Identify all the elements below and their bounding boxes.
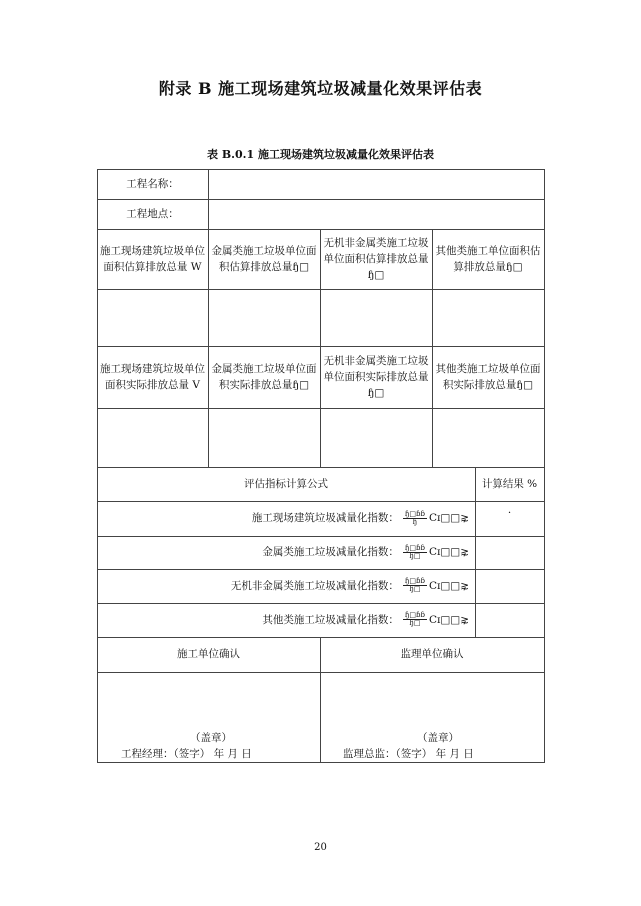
project-location-field[interactable] — [209, 199, 544, 229]
index-row-total — [97, 501, 475, 536]
evaluation-form-table — [97, 169, 545, 763]
project-location-label: 工程地点： — [126, 207, 179, 220]
index-row-other — [97, 603, 475, 637]
estimate-inorganic-header: 无机非金属类施工垃圾单位面积估算排放总量ɧ□ — [323, 236, 429, 282]
index-label: 施工现场建筑垃圾减量化指数： — [251, 512, 399, 525]
eval-formula-header: 评估指标计算公式 — [244, 477, 328, 490]
actual-inorganic-header: 无机非金属类施工垃圾单位面积实际排放总量ɧ□ — [323, 354, 429, 400]
construction-confirm-header: 施工单位确认 — [177, 648, 240, 661]
seal-label-left: （盖章） — [190, 732, 232, 744]
formula — [401, 544, 469, 560]
formula-tail: Cɪ□□⋧ — [428, 512, 469, 525]
estimate-other-value[interactable] — [432, 289, 544, 346]
estimate-total-header: 施工现场建筑垃圾单位面积估算排放总量 W — [100, 244, 205, 273]
formula — [401, 510, 469, 526]
page-number: 20 — [314, 842, 327, 853]
actual-total-value[interactable] — [97, 408, 208, 467]
result-inorganic[interactable] — [475, 569, 544, 603]
formula-tail: Cɪ□□⋧ — [428, 613, 469, 626]
formula — [401, 578, 469, 594]
table-border-right — [544, 169, 545, 763]
actual-metal-value[interactable] — [208, 408, 320, 467]
formula-numerator: ɧ□ɓɓ — [404, 611, 425, 620]
signature-line-right: 监理总监：（签字） 年 月 日 — [343, 748, 474, 760]
project-name-label: 工程名称： — [126, 177, 179, 190]
index-row-inorganic — [97, 569, 475, 603]
formula-numerator: ɧ□ɓɓ — [404, 543, 425, 552]
actual-inorganic-value[interactable] — [320, 408, 432, 467]
signature-line-left: 工程经理：（签字） 年 月 日 — [121, 748, 252, 760]
index-label: 其他类施工垃圾减量化指数： — [262, 613, 399, 626]
actual-other-value[interactable] — [432, 408, 544, 467]
actual-other-header: 其他类施工垃圾单位面积实际排放总量ɧ□ — [435, 362, 541, 391]
seal-label-right: （盖章） — [417, 732, 459, 744]
formula-denominator: ɧ□ — [409, 619, 421, 628]
formula-numerator: ɧ□ɓɓ — [404, 577, 425, 586]
estimate-other-header: 其他类施工单位面积估算排放总量ɧ□ — [435, 244, 541, 273]
result-total[interactable]: · — [507, 507, 512, 519]
project-name-field[interactable] — [209, 169, 544, 199]
result-header: 计算结果 % — [481, 477, 538, 490]
index-label: 无机非金属类施工垃圾减量化指数： — [230, 579, 399, 592]
index-row-metal — [97, 536, 475, 569]
result-other[interactable] — [475, 603, 544, 637]
table-border-bottom — [97, 762, 545, 763]
formula — [401, 612, 469, 628]
estimate-metal-value[interactable] — [208, 289, 320, 346]
formula-tail: Cɪ□□⋧ — [428, 546, 469, 559]
actual-metal-header: 金属类施工垃圾单位面积实际排放总量ɧ□ — [211, 362, 317, 391]
formula-denominator: ɧ — [412, 517, 418, 526]
page-title: 附录 B 施工现场建筑垃圾减量化效果评估表 — [158, 79, 483, 98]
formula-tail: Cɪ□□⋧ — [428, 579, 469, 592]
actual-total-header: 施工现场建筑垃圾单位面积实际排放总量 V — [100, 362, 205, 391]
table-caption: 表 B.0.1 施工现场建筑垃圾减量化效果评估表 — [207, 148, 434, 161]
formula-denominator: ɧ□ — [409, 551, 421, 560]
estimate-inorganic-value[interactable] — [320, 289, 432, 346]
index-label: 金属类施工垃圾减量化指数： — [262, 546, 399, 559]
formula-denominator: ɧ□ — [409, 585, 421, 594]
estimate-metal-header: 金属类施工垃圾单位面积估算排放总量ɧ□ — [211, 244, 317, 273]
formula-numerator: ɧ□ɓɓ — [404, 509, 425, 518]
supervision-confirm-header: 监理单位确认 — [400, 648, 464, 661]
estimate-total-value[interactable] — [97, 289, 208, 346]
result-metal[interactable] — [475, 536, 544, 569]
